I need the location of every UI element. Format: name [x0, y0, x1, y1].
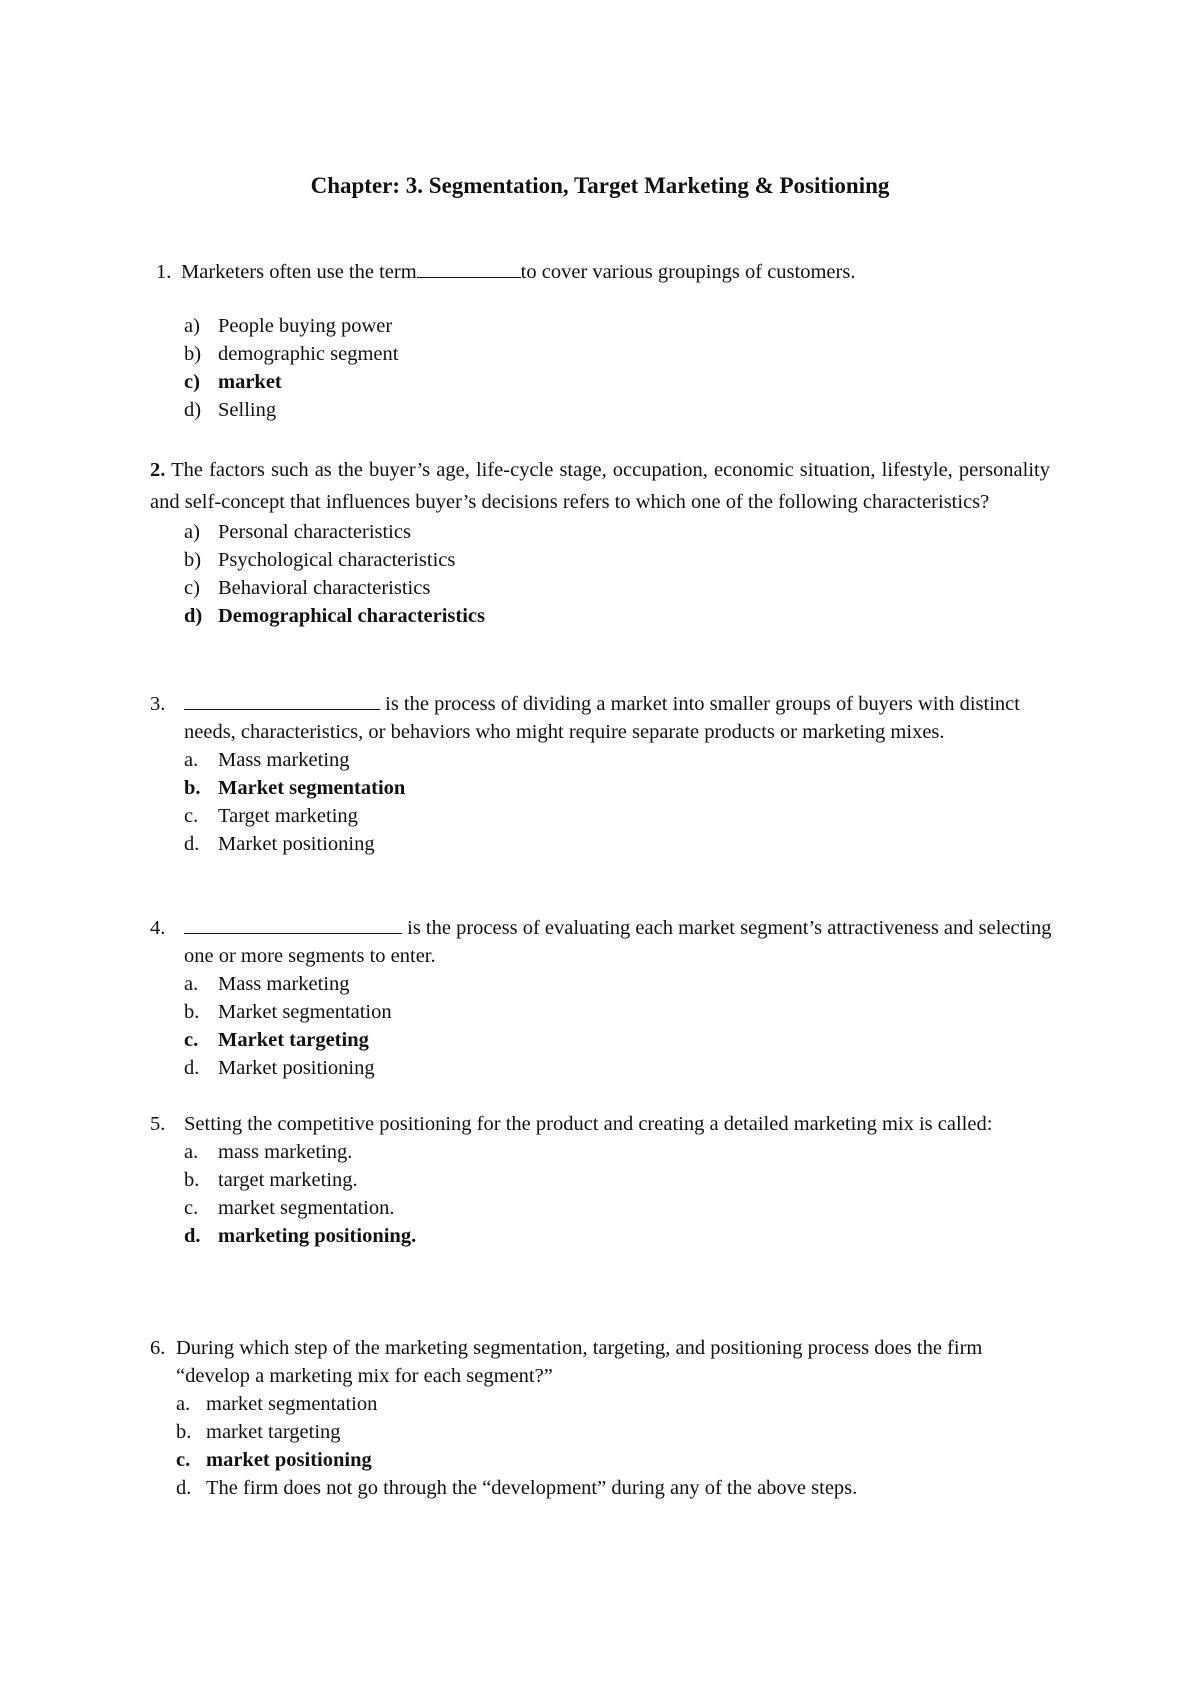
question-text-after: is the process of dividing a market into smaller groups of buyers with distinct needs, characteristics, or behaviors who might require separate products or marketing mixes. — [184, 693, 1020, 743]
answer-blank — [184, 915, 402, 934]
question-stem — [150, 1334, 1060, 1390]
option-correct — [150, 1222, 1060, 1250]
option-label: d. — [184, 833, 200, 855]
option-text: People buying power — [218, 315, 393, 337]
option — [150, 802, 1060, 830]
option-label: c. — [184, 1197, 199, 1219]
question-text — [184, 914, 1060, 970]
option-label: c. — [184, 1029, 199, 1051]
option-label: a. — [176, 1393, 191, 1415]
option — [150, 830, 1060, 858]
options-list — [150, 970, 1060, 1082]
option — [150, 970, 1060, 998]
option — [150, 746, 1060, 774]
question-stem — [150, 1110, 1060, 1138]
option-label: b. — [184, 1169, 200, 1191]
question-text-after: to cover various groupings of customers. — [520, 261, 856, 283]
option-label: d. — [176, 1477, 192, 1499]
question-1 — [150, 258, 1060, 424]
option-label: b. — [184, 1001, 200, 1023]
option — [150, 1138, 1060, 1166]
option-label: a. — [184, 973, 199, 995]
option-label: a) — [184, 315, 200, 337]
question-text-after: is the process of evaluating each market segment’s attractiveness and selecting one or more segments to enter. — [184, 917, 1052, 967]
option-correct — [150, 1026, 1060, 1054]
option — [150, 1390, 1060, 1418]
option-text: Market segmentation — [218, 777, 406, 799]
option-text: Market positioning — [218, 833, 375, 855]
question-3 — [150, 690, 1060, 858]
option — [150, 1166, 1060, 1194]
option-text: market targeting — [206, 1421, 341, 1443]
option-label: a. — [184, 1141, 199, 1163]
option-text: target marketing. — [218, 1169, 358, 1191]
option-label: b. — [184, 777, 201, 799]
option-text: Market positioning — [218, 1057, 375, 1079]
question-number: 2. — [150, 459, 166, 481]
option-label: c) — [184, 577, 200, 599]
question-text — [150, 258, 1060, 286]
option-text: Mass marketing — [218, 973, 350, 995]
options-list — [150, 746, 1060, 858]
option — [150, 396, 1060, 424]
option-text: Market targeting — [218, 1029, 369, 1051]
question-text-body: The factors such as the buyer’s age, life-cycle stage, occupation, economic situation, lifestyle, personality and self-concept that influences buyer’s decisions refers to which one of the following characteristics? — [150, 459, 1050, 513]
option-text: Target marketing — [218, 805, 358, 827]
option — [150, 1054, 1060, 1082]
option-text: Personal characteristics — [218, 521, 411, 543]
option-label: a) — [184, 521, 200, 543]
option-correct — [150, 368, 1060, 396]
option-label: d) — [184, 399, 202, 421]
chapter-title: Chapter: 3. Segmentation, Target Marketing & Positioning — [310, 173, 890, 198]
question-text: Setting the competitive positioning for the product and creating a detailed marketing mix is called: — [184, 1113, 993, 1135]
question-stem — [150, 914, 1060, 970]
question-text — [184, 690, 1060, 746]
options-list — [150, 1138, 1060, 1250]
option-label: a. — [184, 749, 199, 771]
question-stem — [150, 690, 1060, 746]
question-text-before: Marketers often use the term — [181, 261, 417, 283]
option-text: Selling — [218, 399, 277, 421]
question-4 — [150, 914, 1060, 1082]
option-correct — [150, 1446, 1060, 1474]
option-text: mass marketing. — [218, 1141, 353, 1163]
option — [150, 312, 1060, 340]
option — [150, 546, 1060, 574]
option-text: Mass marketing — [218, 749, 350, 771]
options-list — [150, 518, 1060, 630]
question-stem — [150, 258, 1060, 286]
options-list — [150, 312, 1060, 424]
option-label: d. — [184, 1225, 201, 1247]
question-number: 6. — [150, 1337, 166, 1359]
option-text: market segmentation — [206, 1393, 378, 1415]
option-text: market positioning — [206, 1449, 372, 1471]
option-label: c. — [184, 805, 199, 827]
question-text — [150, 454, 1060, 518]
option-text: market — [218, 371, 282, 393]
question-6 — [150, 1334, 1060, 1502]
option-text: Market segmentation — [218, 1001, 392, 1023]
options-list — [150, 1390, 1060, 1502]
option-label: c) — [184, 371, 200, 393]
option — [150, 1194, 1060, 1222]
question-number: 3. — [150, 693, 166, 715]
question-text: During which step of the marketing segmentation, targeting, and positioning process does the firm “develop a marketing mix for each segment?” — [176, 1337, 983, 1387]
option-text: marketing positioning. — [218, 1225, 417, 1247]
option — [150, 340, 1060, 368]
option-text: Demographical characteristics — [218, 605, 485, 627]
option-label: c. — [176, 1449, 191, 1471]
option-correct — [150, 774, 1060, 802]
question-number: 1. — [156, 261, 172, 283]
option — [150, 998, 1060, 1026]
option — [150, 1474, 1060, 1502]
option-text: market segmentation. — [218, 1197, 395, 1219]
option-text: Psychological characteristics — [218, 549, 456, 571]
option-label: b. — [176, 1421, 192, 1443]
option-text: Behavioral characteristics — [218, 577, 431, 599]
option-label: b) — [184, 343, 202, 365]
option — [150, 574, 1060, 602]
option-text: demographic segment — [218, 343, 399, 365]
option — [150, 1418, 1060, 1446]
answer-blank — [417, 259, 521, 278]
option-correct — [150, 602, 1060, 630]
option — [150, 518, 1060, 546]
option-label: d) — [184, 605, 203, 627]
question-5 — [150, 1110, 1060, 1250]
option-text: The firm does not go through the “development” during any of the above steps. — [206, 1477, 858, 1499]
option-label: d. — [184, 1057, 200, 1079]
question-2 — [150, 454, 1060, 630]
answer-blank — [184, 691, 380, 710]
option-label: b) — [184, 549, 202, 571]
question-stem — [150, 454, 1060, 518]
question-number: 4. — [150, 917, 166, 939]
question-number: 5. — [150, 1113, 166, 1135]
